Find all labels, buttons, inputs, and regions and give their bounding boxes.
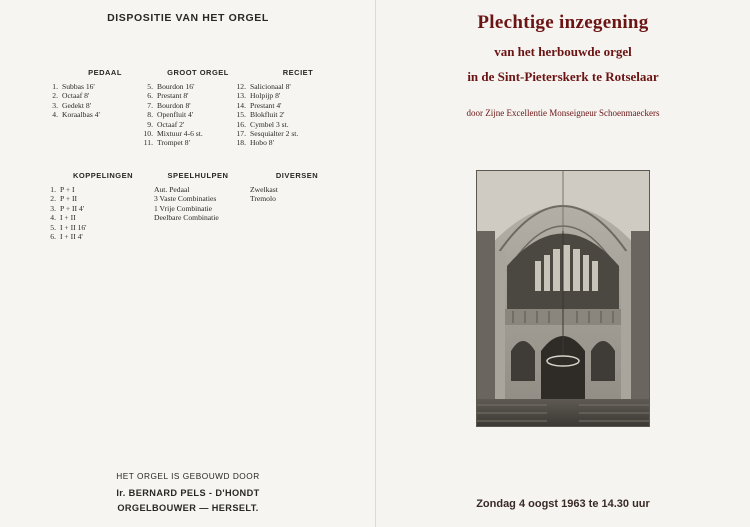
groot-orgel-item-name: Bourdon 8' <box>157 100 191 110</box>
reciet-item-number: 14. <box>236 100 246 110</box>
pedaal-item-number: 3. <box>52 100 58 110</box>
reciet-item-number: 15. <box>236 110 246 120</box>
reciet-item <box>232 138 298 147</box>
groot-orgel-item <box>139 91 203 100</box>
reciet-item-name: Hobo 8' <box>250 138 274 148</box>
koppelingen-list <box>42 185 87 241</box>
groot-orgel-heading: GROOT ORGEL <box>167 68 229 77</box>
speelhulpen-heading: SPEELHULPEN <box>167 171 229 180</box>
speelhulpen-item: Aut. Pedaal <box>154 185 190 194</box>
right-page <box>376 0 750 527</box>
speelhulpen-item: 3 Vaste Combinaties <box>154 194 217 204</box>
groot-orgel-item-name: Prestant 8' <box>157 91 189 101</box>
groot-orgel-item <box>139 110 203 119</box>
koppelingen-item-number: 3. <box>50 203 56 213</box>
diversen-heading: DIVERSEN <box>275 171 319 180</box>
groot-orgel-item-name: Openfluit 4' <box>157 110 194 120</box>
reciet-item-number: 13. <box>236 91 246 101</box>
groot-orgel-item <box>139 138 203 147</box>
diversen-item: Tremolo <box>250 194 276 204</box>
groot-orgel-item-name: Bourdon 16' <box>157 82 195 91</box>
builder-line-1: HET ORGEL IS GEBOUWD DOOR <box>116 471 260 481</box>
koppelingen-item-number: 4. <box>50 213 56 223</box>
diversen-list <box>250 185 278 204</box>
koppelingen-item-name: P + II <box>60 194 78 204</box>
groot-orgel-item <box>139 120 203 129</box>
reciet-item-name: Sesquialter 2 st. <box>250 129 299 139</box>
pedaal-item-number: 1. <box>52 82 58 91</box>
koppelingen-item-number: 5. <box>50 222 56 232</box>
event-date: Zondag 4 oogst 1963 te 14.30 uur <box>476 498 650 510</box>
pedaal-item-name: Subbas 16' <box>62 82 95 91</box>
koppelingen-item-name: I + II 4' <box>60 232 83 242</box>
groot-orgel-item <box>139 101 203 110</box>
pedaal-list <box>44 82 100 120</box>
reciet-item-number: 16. <box>236 119 246 129</box>
pedaal-item-number: 4. <box>52 110 58 120</box>
groot-orgel-list <box>139 82 203 148</box>
reciet-item-name: Prestant 4' <box>250 100 282 110</box>
koppelingen-item <box>42 185 87 194</box>
groot-orgel-item <box>139 82 203 91</box>
reciet-item <box>232 91 298 100</box>
officiant-line: door Zijne Excellentie Monseigneur Schoenmaeckers <box>466 108 660 118</box>
pedaal-item-name: Gedekt 8' <box>62 100 91 110</box>
speelhulpen-item: Deelbare Combinatie <box>154 213 219 223</box>
reciet-item <box>232 110 298 119</box>
groot-orgel-item-name: Trompet 8' <box>157 138 190 148</box>
koppelingen-item <box>42 194 87 203</box>
reciet-item-number: 12. <box>236 82 246 91</box>
groot-orgel-item-number: 6. <box>147 91 153 101</box>
disposition-title: DISPOSITIE VAN HET ORGEL <box>107 12 269 24</box>
church-interior-photo <box>476 170 650 427</box>
reciet-item-name: Blokfluit 2' <box>250 110 285 120</box>
reciet-item <box>232 120 298 129</box>
koppelingen-item <box>42 204 87 213</box>
ceremony-subtitle-1: van het herbouwde orgel <box>494 44 632 59</box>
reciet-item-number: 18. <box>236 138 246 148</box>
koppelingen-item-name: P + II 4' <box>60 203 85 213</box>
diversen-item: Zwelkast <box>250 185 278 194</box>
reciet-item-name: Cymbel 3 st. <box>250 119 289 129</box>
ceremony-title: Plechtige inzegening <box>477 12 649 33</box>
groot-orgel-item <box>139 129 203 138</box>
reciet-item <box>232 101 298 110</box>
koppelingen-item-name: I + II <box>60 213 76 223</box>
pedaal-item <box>44 82 100 91</box>
builder-line-3: ORGELBOUWER — HERSELT. <box>117 503 259 513</box>
koppelingen-item-number: 2. <box>50 194 56 204</box>
groot-orgel-item-number: 8. <box>147 110 153 120</box>
pedaal-item <box>44 91 100 100</box>
koppelingen-item <box>42 223 87 232</box>
builder-line-2: Ir. BERNARD PELS - D'HONDT <box>116 488 260 498</box>
reciet-list <box>232 82 298 148</box>
koppelingen-item <box>42 232 87 241</box>
groot-orgel-item-name: Mixtuur 4-6 st. <box>157 129 203 139</box>
reciet-item-name: Holpijp 8' <box>250 91 281 101</box>
koppelingen-item-number: 6. <box>50 232 56 242</box>
reciet-item-number: 17. <box>236 129 246 139</box>
groot-orgel-item-number: 11. <box>143 138 153 148</box>
speelhulpen-list <box>154 185 219 223</box>
koppelingen-heading: KOPPELINGEN <box>72 171 134 180</box>
pedaal-item <box>44 101 100 110</box>
pedaal-item <box>44 110 100 119</box>
koppelingen-item-name: I + II 16' <box>60 222 87 232</box>
reciet-item-name: Salicionaal 8' <box>250 82 291 91</box>
groot-orgel-item-number: 9. <box>147 119 153 129</box>
pedaal-item-name: Octaaf 8' <box>62 91 90 101</box>
groot-orgel-item-number: 7. <box>147 100 153 110</box>
groot-orgel-item-name: Octaaf 2' <box>157 119 185 129</box>
pedaal-heading: PEDAAL <box>88 68 122 77</box>
ceremony-subtitle-2: in de Sint-Pieterskerk te Rotselaar <box>467 69 659 84</box>
reciet-heading: RECIET <box>282 68 314 77</box>
koppelingen-item <box>42 213 87 222</box>
reciet-item <box>232 129 298 138</box>
reciet-item <box>232 82 298 91</box>
koppelingen-item-number: 1. <box>50 185 56 194</box>
pedaal-item-name: Koraalbas 4' <box>62 110 100 120</box>
koppelingen-item-name: P + I <box>60 185 75 194</box>
pedaal-item-number: 2. <box>52 91 58 101</box>
speelhulpen-item: 1 Vrije Combinatie <box>154 203 213 213</box>
groot-orgel-item-number: 10. <box>143 129 153 139</box>
groot-orgel-item-number: 5. <box>147 82 153 91</box>
